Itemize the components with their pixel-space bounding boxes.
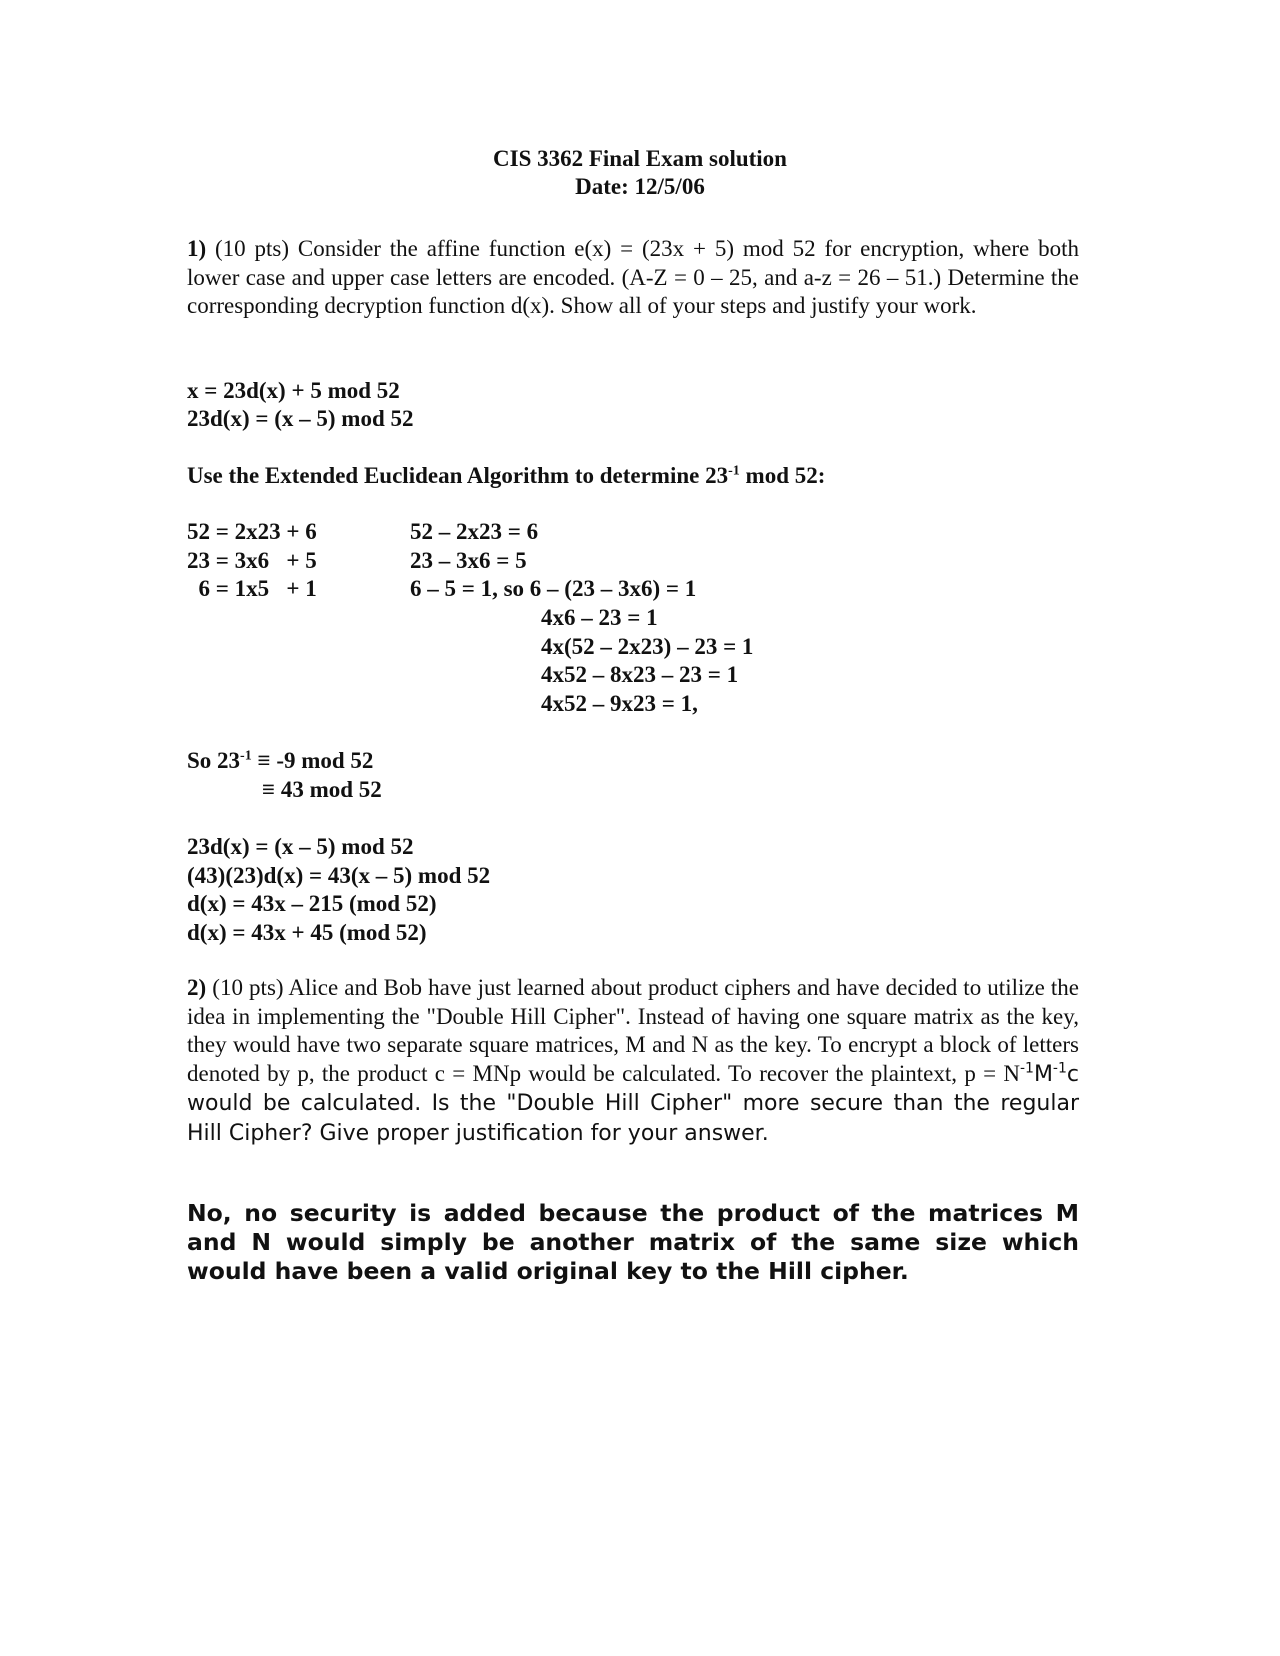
final-step-2: (43)(23)d(x) = 43(x – 5) mod 52 (187, 863, 491, 888)
back-substitution-continuation-1: 4x6 – 23 = 1 (541, 605, 658, 630)
inverse-result-exponent: -1 (240, 748, 252, 764)
question-2-answer: No, no security is added because the product of the matrices M and N would simply be another matrix of the same size which would have been a valid original key to the Hill cipher. (187, 1199, 1079, 1285)
document-date: Date: 12/5/06 (575, 174, 705, 199)
back-substitution-step-3: 6 – 5 = 1, so 6 – (23 – 3x6) = 1 (410, 576, 697, 601)
final-step-1: 23d(x) = (x – 5) mod 52 (187, 834, 414, 859)
q1-step-1: x = 23d(x) + 5 mod 52 (187, 378, 400, 403)
question-2-exponent-2: -1 (1052, 1060, 1067, 1077)
division-step-1: 52 = 2x23 + 6 (187, 519, 317, 544)
document-title: CIS 3362 Final Exam solution (493, 146, 787, 171)
back-substitution-continuation-4: 4x52 – 9x23 = 1, (541, 691, 698, 716)
back-substitution-step-2: 23 – 3x6 = 5 (410, 548, 527, 573)
eea-heading-prefix: Use the Extended Euclidean Algorithm to determine 23 (187, 463, 729, 488)
inverse-result-suffix: ≡ -9 mod 52 (251, 748, 374, 773)
question-2-text-sans: c would be calculated. Is the "Double Hill Cipher" more secure than the regular Hill Cipher? Give proper justification for your answer. (187, 1061, 1079, 1146)
question-2-prompt (187, 974, 1079, 1149)
question-2-text-matrix-m: M (1033, 1061, 1053, 1087)
back-substitution-step-1: 52 – 2x23 = 6 (410, 519, 539, 544)
back-substitution-continuation-3: 4x52 – 8x23 – 23 = 1 (541, 662, 739, 687)
question-2-text-serif: (10 pts) Alice and Bob have just learned about product ciphers and have decided to utilize the idea in implementing the "Double Hill Cipher". Instead of having one square matrix as the key, they would have two separate square matrices, M and N as the key. To encrypt a block of letters denoted by p, the product c = MNp would be calculated. To recover the plaintext, p = N (187, 975, 1079, 1086)
inverse-result-prefix: So 23 (187, 748, 241, 773)
eea-heading-exponent: -1 (728, 463, 740, 479)
division-step-2: 23 = 3x6 + 5 (187, 548, 317, 573)
inverse-result-positive: ≡ 43 mod 52 (262, 777, 382, 802)
back-substitution-continuation-2: 4x(52 – 2x23) – 23 = 1 (541, 634, 754, 659)
inverse-result (187, 747, 373, 775)
question-1-prompt (187, 235, 1079, 321)
q1-step-2: 23d(x) = (x – 5) mod 52 (187, 406, 414, 431)
final-step-4: d(x) = 43x + 45 (mod 52) (187, 920, 427, 945)
question-2-number: 2) (187, 975, 207, 1000)
division-step-3: 6 = 1x5 + 1 (187, 576, 317, 601)
question-1-text: (10 pts) Consider the affine function e(x) = (23x + 5) mod 52 for encryption, where both lower case and upper case letters are encoded. (A-Z = 0 – 25, and a-z = 26 – 51.) Determine the corresponding decryption function d(x). Show all of your steps and justify your work. (187, 236, 1079, 319)
question-2-exponent-1: -1 (1019, 1060, 1034, 1077)
eea-heading (187, 462, 825, 490)
final-step-3: d(x) = 43x – 215 (mod 52) (187, 891, 437, 916)
eea-heading-suffix: mod 52: (739, 463, 826, 488)
question-1-number: 1) (187, 236, 207, 261)
